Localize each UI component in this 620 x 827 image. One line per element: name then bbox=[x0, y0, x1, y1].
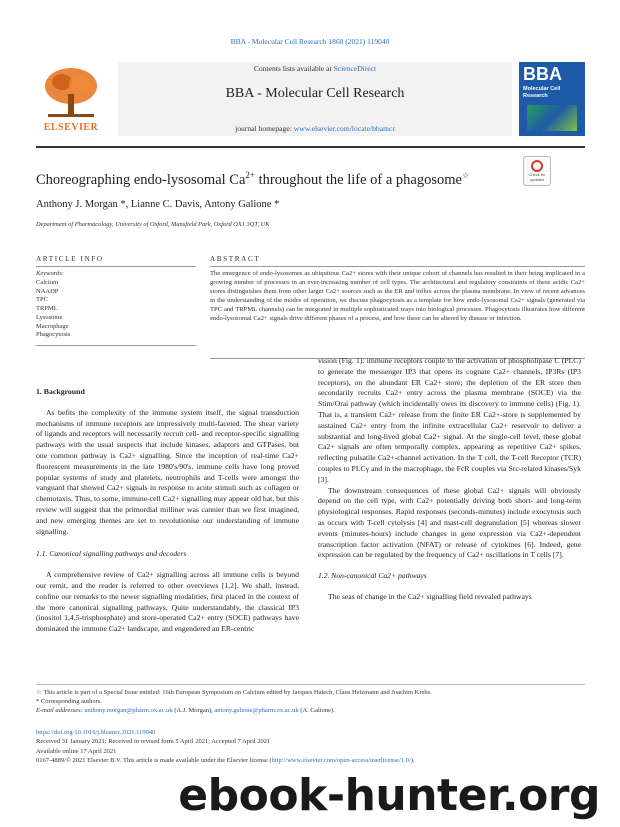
abstract-text: The emergence of endo-lysosomes as ubiquitous Ca2+ stores with their unique cohort of channels has resulted in their being implicated in a growing number of processes in an ever-increasing number of cell types. The architectural and regulatory constraints of these acidic Ca2+ stores distinguishes them from other larger Ca2+ sources such as the ER and influx across the plasma membrane. In view of recent advances in the understanding of the modes of operation, we discuss phagocytosis as a template for how endo-lysosomal Ca2+ signals (generated via TPC and TRPML channels) can be integrated in multiple sophisticated ways into biological processes. Phagocytosis illustrates how different endo-lysosomal Ca2+ signals drive different phases of a process, and how these can be altered by disease or infection. bbox=[210, 270, 585, 322]
journal-citation[interactable]: BBA - Molecular Cell Research 1868 (2021) 119040 bbox=[230, 37, 390, 46]
journal-homepage-link[interactable]: www.elsevier.com/locate/bbamcr bbox=[293, 124, 395, 133]
paragraph: As befits the complexity of the immune system itself, the signal transduction mechanisms of immune receptors are impressively multi-faceted. The shear variety of ligands and receptors will necessarily recruit cell- and receptor-specific signalling pathways with the usual suspects that include kinases, adaptors and GTPases, but one common pathway is Ca2+ signalling. Since the inception of real-time Ca2+ fluorescent measurements in the late 1980's/90's, immune cells have long proved popular systems of study and platelets, neutrophils and T-cells were amongst the vanguard that showed Ca2+ signals in response to acute stimuli such as collagen or chemotaxis. Thus, to some, immune-cell Ca2+ signalling may appear old hat, but this review will suggest that the primordial milliner was cannier than we first imagined, and new emerging themes are set to revolutionise our understanding of immune signalling. bbox=[36, 407, 299, 536]
check-for-updates-button[interactable] bbox=[523, 156, 551, 186]
received-dates: Received 31 January 2021; Received in revised form 5 April 2021; Accepted 7 April 2021 bbox=[36, 738, 271, 746]
elsevier-tree-logo bbox=[38, 64, 104, 128]
cover-title: BBA bbox=[523, 64, 562, 84]
email-line: E-mail addresses: anthony.morgan@pharm.ox.ac.uk (A.J. Morgan), antony.galione@pharm.ox.ac.uk (A. Galione). bbox=[36, 707, 335, 714]
corresponding-note: * Corresponding authors. bbox=[36, 698, 102, 705]
special-issue-note: ☆ This article is part of a Special Issue entitled: 16th European Symposium on Calcium edited by Jacques Haiech, Claus Heizmann and Joachim Krebs. bbox=[36, 689, 432, 696]
contents-line bbox=[118, 64, 512, 73]
article-info-heading: ARTICLE INFO bbox=[36, 255, 104, 263]
publisher-name: ELSEVIER bbox=[43, 122, 99, 133]
abstract-heading: ABSTRACT bbox=[210, 255, 261, 263]
homepage-line bbox=[118, 124, 512, 133]
doi-link[interactable]: https://doi.org/10.1016/j.bbamcr.2021.119040 bbox=[36, 729, 156, 736]
keyword-item: Phagocytosis bbox=[36, 331, 71, 339]
watermark: ebook-hunter.org bbox=[178, 770, 600, 821]
email-link[interactable]: antony.galione@pharm.ox.ac.uk bbox=[214, 707, 299, 714]
paragraph: The seas of change in the Ca2+ signalling field revealed pathways bbox=[328, 591, 532, 601]
homepage-prefix: journal homepage: bbox=[235, 124, 294, 133]
affiliation: Department of Pharmacology, University of Oxford, Mansfield Park, Oxford OX1 3QT, UK bbox=[36, 221, 270, 228]
keyword-list bbox=[36, 279, 70, 340]
abstract-rule bbox=[210, 266, 585, 267]
keywords-label: Keywords: bbox=[36, 270, 64, 277]
footnotes bbox=[36, 688, 585, 715]
keyword-item: Lysosome bbox=[36, 313, 63, 321]
online-date: Available online 17 April 2021 bbox=[36, 747, 117, 755]
author-list[interactable]: Anthony J. Morgan *, Lianne C. Davis, Antony Galione * bbox=[36, 199, 280, 210]
subsection-heading: 1.2. Non-canonical Ca2+ pathways bbox=[318, 571, 427, 581]
cover-artwork bbox=[527, 105, 577, 131]
keyword-item: NAADP bbox=[36, 287, 59, 295]
keyword-item: TRPML bbox=[36, 305, 58, 313]
email-link[interactable]: anthony.morgan@pharm.ox.ac.uk bbox=[84, 707, 173, 714]
license-link[interactable]: http://www.elsevier.com/open-access/userlicense/1.0/ bbox=[271, 756, 411, 764]
footnote-rule bbox=[36, 684, 585, 685]
check-updates-icon bbox=[531, 160, 543, 172]
keyword-item: Macrophage bbox=[36, 322, 69, 330]
article-info-rule bbox=[36, 266, 196, 267]
subsection-heading: 1.1. Canonical signalling pathways and decoders bbox=[36, 549, 187, 559]
body-column-left bbox=[36, 387, 299, 635]
header-divider bbox=[36, 146, 585, 148]
sciencedirect-link[interactable]: ScienceDirect bbox=[333, 64, 377, 73]
check-updates-label: Check for updates bbox=[528, 172, 546, 182]
paragraph: vision (Fig. 1): immune receptors couple to the activation of phospholipase C (PLC) to generate the messenger IP3 that opens its cognate Ca2+ channels, IP3Rs (IP3 receptors), on the abundant ER Ca2+ store; the depletion of the ER store then secondarily recruits Ca2+ entry across the plasma membrane (SOCE) via the Stim/Orai pathway (which incidentally owes its discovery to immune cells) (Fig. 1). That is, a transient Ca2+ release from the finite ER Ca2+-store is supplemented by sustained Ca2+ entry from the infinite extracellular Ca2+ reservoir to deliver a substantial and long-lived global Ca2+ signal. At the single-cell level, these global Ca2+ signals are often temporally complex, appearing as repetitive Ca2+ spikes, reflecting pulsatile Ca2+-channel activation. In the T cell, the T-cell Receptor (TCR) couples to PLCγ and in the macrophage, the FcR couples via Src-related kinases/Syk [3]. bbox=[318, 356, 581, 484]
paragraph: The downstream consequences of these global Ca2+ signals will obviously depend on the cell type, with Ca2+ potentially driving both short- and long-term physiological responses. Rapid responses (seconds-minutes) include exocytosis such as occurs with T-cell cytolysis [4] and mast-cell degranulation [5] whereas slower events (minutes-hours) include changes in gene expression via Ca2+-dependent transcription factor activation (NFAT) or release of cytokines [6]. Indeed, gene expression can be regulated by the frequency of Ca2+ oscillations in T cells [7]. bbox=[318, 485, 581, 560]
contents-prefix: Contents lists available at bbox=[253, 64, 334, 73]
copyright-line: 0167-4889/© 2021 Elsevier B.V. This article is made available under the Elsevier license (http://www.elsevier.com/open-access/userlicense/1.0/). bbox=[36, 756, 415, 764]
email-label: E-mail addresses: bbox=[36, 707, 85, 714]
article-info-bottom-rule bbox=[36, 345, 196, 346]
keyword-item: TPC bbox=[36, 296, 48, 304]
paragraph: A comprehensive review of Ca2+ signalling across all immune cells is beyond our remit, and the reader is referred to other overviews [1,2]. We shall, instead, confine our remarks to the newer signalling modalities, first placed in the context of the more canonical signalling pathways. Quite understandably, the classical IP3 (inositol 1,4,5-trisphosphate) and store-operated Ca2+ entry (SOCE) pathways have dominated the immune Ca2+ landscape, and engendered an ER-centric bbox=[36, 570, 299, 634]
keyword-item: Calcium bbox=[36, 279, 59, 286]
journal-title: BBA - Molecular Cell Research bbox=[225, 86, 405, 101]
cover-subtitle: Molecular Cell Research bbox=[523, 86, 561, 99]
body-column-right bbox=[318, 356, 581, 603]
section-heading: 1. Background bbox=[36, 387, 85, 396]
article-title: Choreographing endo-lysosomal $Ca^{2+}$ throughout the life of a phagosome☆ bbox=[36, 170, 470, 188]
publication-info bbox=[36, 728, 585, 765]
